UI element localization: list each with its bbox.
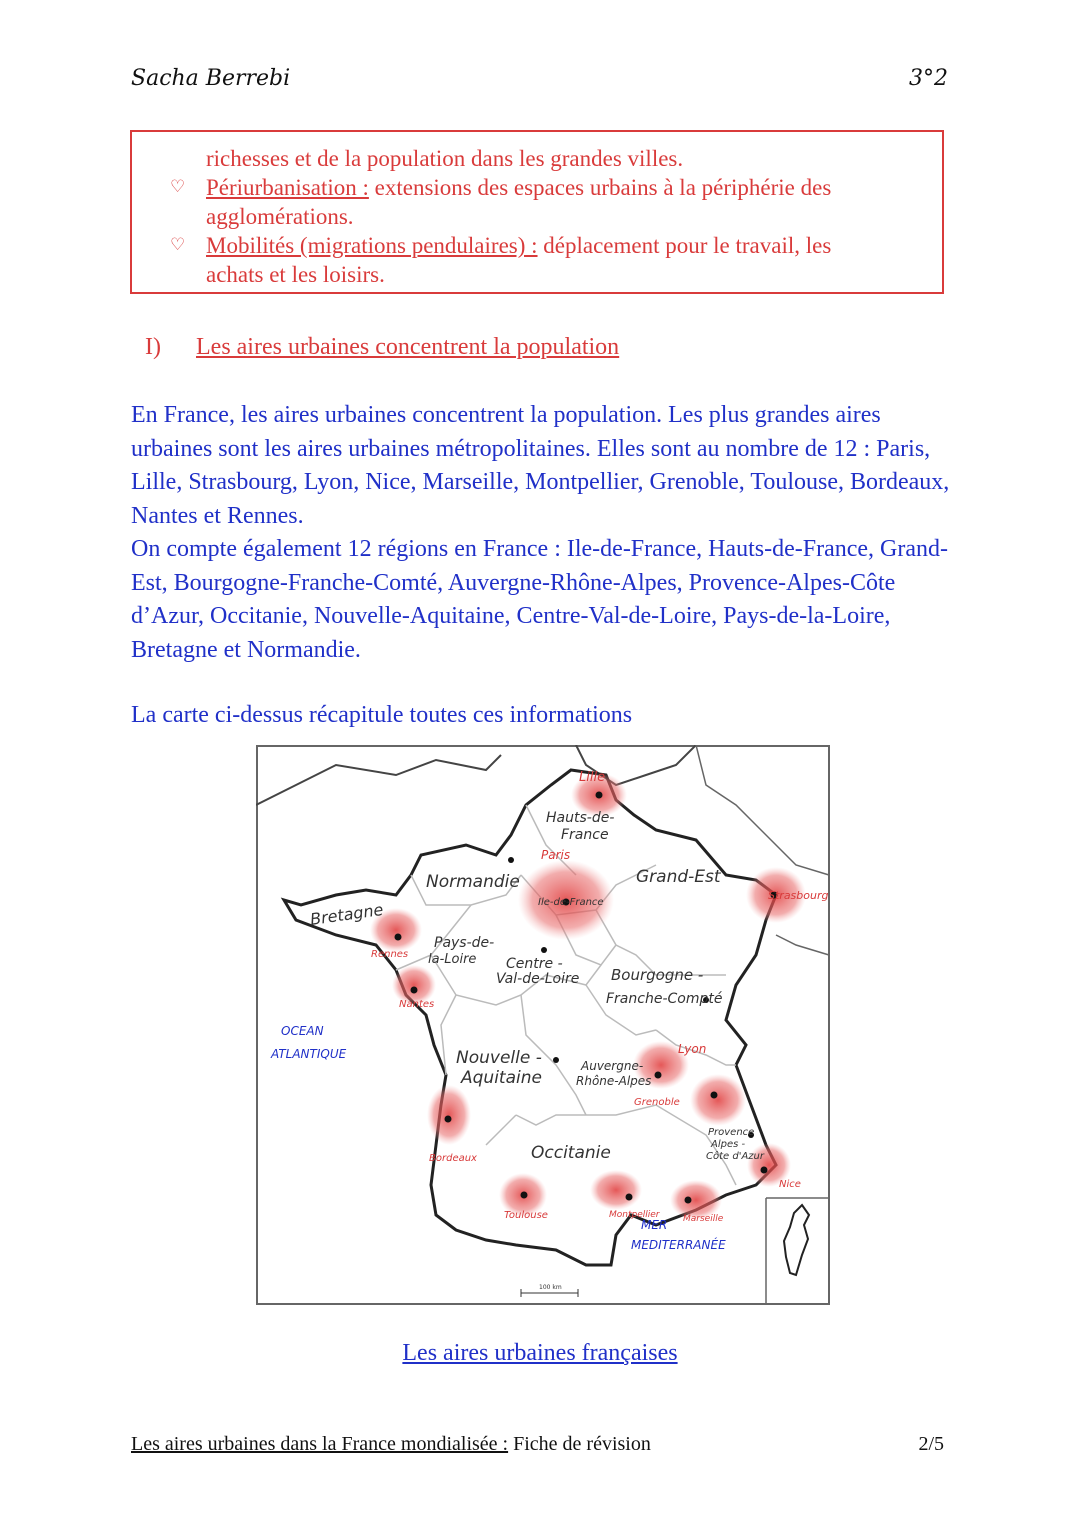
region-pays-de-la-loire: Pays-de-: [434, 935, 495, 951]
term-mobilites: Mobilités (migrations pendulaires) :: [206, 233, 538, 258]
region-hauts-de-france: Hauts-de-: [546, 810, 615, 826]
city-lille: Lille: [579, 770, 606, 785]
region-centre-2: Val-de-Loire: [496, 971, 580, 987]
page-number: 2/5: [918, 1433, 944, 1455]
region-nouvelle-aquitaine-2: Aquitaine: [461, 1068, 542, 1088]
city-bordeaux: Bordeaux: [429, 1153, 477, 1164]
region-nouvelle-aquitaine: Nouvelle -: [456, 1048, 542, 1068]
definition-mobilites: déplacement pour le travail, les: [537, 233, 832, 258]
city-lyon: Lyon: [678, 1042, 707, 1056]
paragraph-cities: En France, les aires urbaines concentrent la population. Les plus grandes aires urbaines sont les aires urbaines métropolitaines. Elles sont au nombre de 12 : Paris, Lille, Strasbourg, Lyon, Nice, Marseille, Montpellier, Grenoble, Toulouse, Bordeaux, Nantes et Rennes.: [131, 402, 950, 529]
region-bourgogne-2: Franche-Compté: [606, 991, 723, 1007]
heart-bullet-icon: ♡: [170, 177, 186, 197]
region-provence: Provence: [708, 1127, 755, 1138]
corsica: [784, 1205, 809, 1275]
region-hauts-de-france-2: France: [561, 827, 609, 843]
definition-continuation: richesses et de la population dans les grandes villes.: [206, 146, 684, 171]
ocean-label: OCEAN: [281, 1024, 324, 1038]
body-paragraph: [131, 399, 961, 667]
region-bourgogne: Bourgogne -: [611, 966, 704, 984]
region-occitanie: Occitanie: [531, 1143, 611, 1163]
footer: [131, 1433, 651, 1456]
region-ile-de-france: Ile-de-France: [538, 897, 604, 908]
term-periurbanisation: Périurbanisation :: [206, 175, 369, 200]
city-marseille: Marseille: [683, 1214, 724, 1224]
definition-periurbanisation-end: agglomérations.: [206, 204, 354, 229]
paragraph-regions: On compte également 12 régions en France : Ile-de-France, Hauts-de-France, Grand-Est, Bourgogne-Franche-Comté, Auvergne-Rhône-Alpes, Provence-Alpes-Côte d’Azur, Occitanie, Nouvelle-Aquitaine, Centre-Val-de-Loire, Pays-de-la-Loire, Bretagne et Normandie.: [131, 536, 948, 663]
region-normandie: Normandie: [426, 872, 520, 892]
heart-bullet-icon: ♡: [170, 235, 186, 255]
region-provence-3: Côte d'Azur: [706, 1151, 764, 1162]
city-nice: Nice: [779, 1179, 801, 1190]
ocean-label-2: ATLANTIQUE: [271, 1047, 347, 1061]
region-centre: Centre -: [506, 956, 563, 972]
region-auvergne-2: Rhône-Alpes: [576, 1074, 652, 1088]
definition-periurbanisation: extensions des espaces urbains à la périphérie des: [368, 175, 832, 200]
definitions-box: [130, 130, 944, 294]
map-intro: La carte ci-dessus récapitule toutes ces informations: [131, 702, 633, 728]
section-number: I): [145, 334, 161, 360]
scale-label: 100 km: [539, 1284, 562, 1291]
definition-mobilites-end: achats et les loisirs.: [206, 262, 385, 287]
city-paris: Paris: [541, 848, 571, 862]
city-strasbourg: Strasbourg: [768, 889, 829, 902]
region-provence-2: Alpes -: [711, 1139, 746, 1150]
class-label: 3°2: [909, 66, 948, 91]
footer-title: Les aires urbaines dans la France mondialisée :: [131, 1433, 509, 1455]
region-bretagne: Bretagne: [308, 899, 385, 929]
region-pays-de-la-loire-2: la-Loire: [428, 952, 477, 967]
section-title: Les aires urbaines concentrent la population: [196, 334, 620, 360]
author-name: Sacha Berrebi: [131, 66, 291, 91]
sea-label: MER: [641, 1218, 668, 1232]
region-grand-est: Grand-Est: [636, 867, 721, 887]
city-montpellier: Montpellier: [609, 1210, 660, 1220]
city-rennes: Rennes: [371, 949, 409, 960]
region-auvergne: Auvergne-: [581, 1059, 644, 1073]
uk-outline: [256, 755, 501, 805]
neighbor-outline: [696, 745, 829, 875]
neighbor-outline: [776, 935, 829, 955]
city-toulouse: Toulouse: [504, 1210, 548, 1221]
footer-subtitle: Fiche de révision: [508, 1433, 651, 1455]
sea-label-2: MEDITERRANÉE: [631, 1238, 726, 1252]
city-grenoble: Grenoble: [634, 1097, 680, 1108]
france-map: [256, 745, 830, 1305]
city-nantes: Nantes: [399, 999, 435, 1010]
map-caption: Les aires urbaines françaises: [402, 1340, 678, 1366]
